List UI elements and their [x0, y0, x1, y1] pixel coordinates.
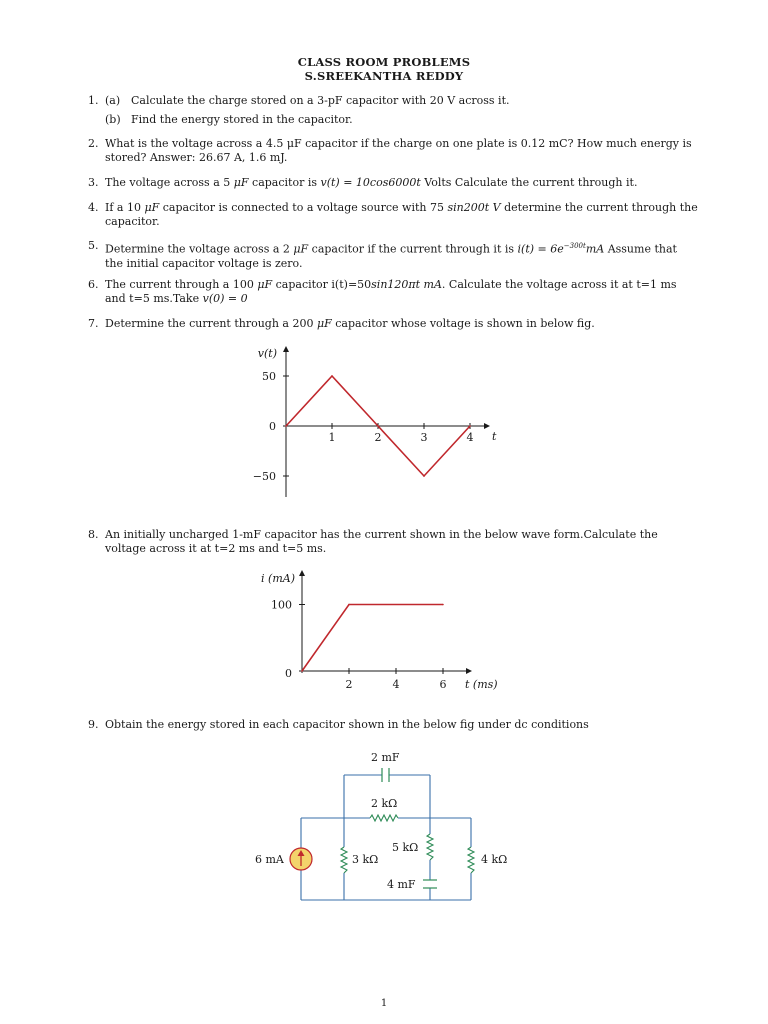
math-unit: μF	[257, 278, 273, 291]
problem-text: Find the energy stored in the capacitor.	[131, 113, 353, 126]
data-point	[442, 604, 444, 606]
problem-number: 7.	[88, 317, 99, 330]
page-number: 1	[380, 998, 388, 1009]
math-expression: i(t) = 6e	[517, 242, 564, 256]
problem-number: 4.	[88, 201, 99, 214]
math-expression: v(0) = 0	[202, 292, 248, 305]
r-right-label: 4 kΩ	[481, 853, 508, 866]
text-fragment: The current through a 100	[105, 278, 258, 291]
text-fragment: Determine the voltage across a 2	[105, 242, 294, 256]
math-unit: μF	[293, 242, 309, 256]
sub-label: (a)	[105, 94, 121, 107]
current-waveform-chart	[240, 565, 520, 700]
problem-text: Obtain the energy stored in each capacitor shown in the below fig under dc conditions	[105, 718, 589, 731]
data-point	[469, 425, 471, 427]
problem-text: An initially uncharged 1-mF capacitor has the current shown in the below wave form.Calculate the voltage across it at t=2 ms and t=5 ms.	[105, 528, 658, 555]
x-tick-label: 2	[345, 678, 353, 691]
problem-8	[88, 528, 698, 556]
y-tick-label: 50	[262, 370, 276, 383]
problem-text: What is the voltage across a 4.5 μF capacitor if the charge on one plate is 0.12 mC? How much energy is stored? Answer: 26.67 A, 1.6 mJ.	[105, 137, 692, 164]
r-top-label: 2 kΩ	[371, 797, 398, 810]
data-point	[423, 475, 425, 477]
resistor-4k-icon	[468, 847, 474, 873]
problem-number: 6.	[88, 278, 99, 291]
problem-7	[88, 317, 698, 331]
x-tick-label: 4	[392, 678, 400, 691]
x-tick-label: 4	[466, 431, 474, 444]
problem-number: 2.	[88, 137, 99, 150]
math-expression: v(t) = 10cos6000t	[320, 176, 421, 189]
x-tick-label: 2	[374, 431, 382, 444]
r-mid-label: 5 kΩ	[392, 841, 419, 854]
text-fragment: Assume that the initial capacitor voltage is zero.	[105, 242, 677, 270]
y-tick-label: −50	[252, 470, 276, 483]
data-point	[285, 425, 287, 427]
x-tick-label: 3	[420, 431, 428, 444]
problem-number: 8.	[88, 528, 99, 541]
circuit-wires	[301, 775, 471, 900]
y-axis-arrow-icon	[283, 346, 289, 352]
math-unit: μF	[316, 317, 332, 330]
problem-6	[88, 278, 698, 306]
series-line	[302, 605, 443, 672]
problem-number: 9.	[88, 718, 99, 731]
problem-number: 5.	[88, 239, 99, 252]
y-axis-label: v(t)	[257, 347, 277, 360]
current-source-icon	[290, 848, 312, 870]
data-point	[348, 604, 350, 606]
math-unit: μF	[233, 176, 249, 189]
y-tick-label: 0	[285, 667, 292, 680]
text-fragment: capacitor whose voltage is shown in below fig.	[331, 317, 595, 330]
y-tick-label: 0	[269, 420, 276, 433]
source-label: 6 mA	[255, 853, 284, 866]
math-expression: sin120πt mA	[371, 278, 442, 291]
problem-1	[88, 94, 698, 127]
math-unit: mA	[585, 242, 605, 256]
resistor-5k-icon	[427, 834, 433, 860]
c-top-label: 2 mF	[371, 751, 400, 764]
math-unit: μF	[144, 201, 160, 214]
document-author: S.SREEKANTHA REDDY	[304, 69, 464, 83]
text-fragment: capacitor is connected to a voltage source with 75	[159, 201, 448, 214]
document-title: CLASS ROOM PROBLEMS	[297, 55, 471, 69]
x-tick-label: 1	[328, 431, 336, 444]
capacitor-2mf-icon	[382, 768, 389, 782]
c-mid-label: 4 mF	[387, 878, 416, 891]
problem-9	[88, 718, 698, 732]
r-left-label: 3 kΩ	[352, 853, 379, 866]
text-fragment: determine the current through the capacitor.	[105, 201, 698, 228]
text-fragment: If a 10	[105, 201, 145, 214]
text-fragment: capacitor is	[248, 176, 321, 189]
math-exponent: −300t	[563, 242, 586, 250]
problem-3	[88, 176, 698, 190]
circuit-diagram	[240, 745, 530, 915]
text-fragment: The voltage across a 5	[105, 176, 234, 189]
x-tick-label: 6	[439, 678, 447, 691]
text-fragment: capacitor if the current through it is	[308, 242, 518, 256]
text-fragment: Volts Calculate the current through it.	[420, 176, 638, 189]
y-tick-label: 100	[271, 598, 292, 612]
problem-5	[88, 239, 698, 271]
text-fragment: Determine the current through a 200	[105, 317, 317, 330]
problem-number: 3.	[88, 176, 99, 189]
capacitor-4mf-icon	[423, 880, 437, 888]
data-point	[377, 425, 379, 427]
data-point	[331, 375, 333, 377]
problem-text: Calculate the charge stored on a 3-pF capacitor with 20 V across it.	[131, 94, 510, 107]
resistor-3k-icon	[341, 847, 347, 873]
text-fragment: capacitor i(t)=50	[272, 278, 372, 291]
y-axis-label: i (mA)	[261, 572, 295, 585]
y-axis-arrow-icon	[299, 570, 305, 576]
voltage-waveform-chart	[240, 340, 520, 500]
x-axis-arrow-icon	[466, 668, 472, 674]
x-axis-arrow-icon	[484, 423, 490, 429]
sub-label: (b)	[105, 113, 121, 126]
problem-2	[88, 137, 698, 165]
problem-number: 1.	[88, 94, 99, 107]
math-expression: sin200t V	[447, 201, 501, 214]
data-point	[301, 670, 303, 672]
x-axis-label: t (ms)	[465, 678, 498, 691]
x-axis-label: t	[492, 430, 497, 443]
problem-4	[88, 201, 698, 229]
text-fragment: . Calculate the voltage across it at t=1 ms and t=5 ms.Take	[105, 278, 677, 305]
